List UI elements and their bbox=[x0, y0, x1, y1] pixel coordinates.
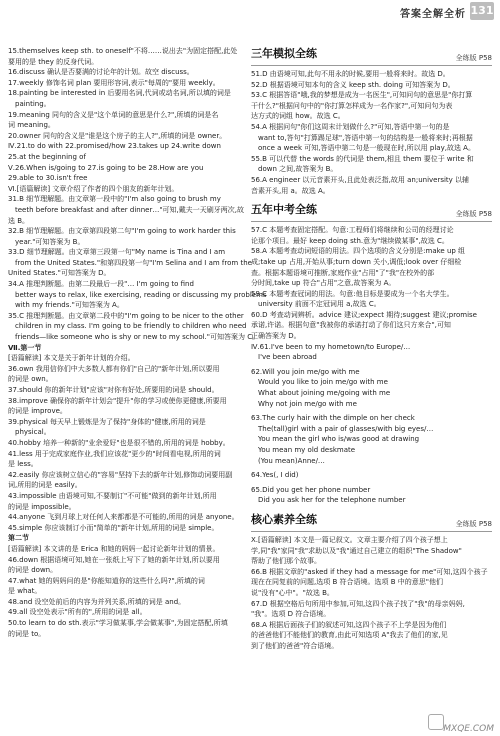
text-line: 25.at the beginning of bbox=[8, 152, 86, 161]
text-line: 到了他们的爸爸"符合语境。 bbox=[251, 641, 339, 650]
text-line: 50.to learn to do sth.表示"学习做某事,学会做某事",为固定搭配,所填 bbox=[8, 619, 228, 628]
text-line: 43.impossible 由语境可知,不要制订"不可能"做到的新年计划,所用 bbox=[8, 491, 217, 500]
text-line: You mean the girl who is/was good at drawing bbox=[258, 435, 420, 444]
text-line: down 之间,故答案为 B。 bbox=[258, 165, 338, 174]
text-line: Did you ask her for the telephone number bbox=[258, 496, 406, 505]
text-line: 正确答案为 D。 bbox=[251, 332, 301, 341]
text-line: university 前面不定冠词用 a,故选 C。 bbox=[258, 300, 381, 309]
text-line: 64.Yes(, I did) bbox=[251, 471, 299, 480]
text-line: 的词是 improve。 bbox=[8, 407, 67, 416]
text-line: 45.simple 你应该制订小而"简单的"新年计划,所用的词是 simple。 bbox=[8, 523, 219, 532]
text-line: 58.A 本题考查动词短语的用法。四个选项的含义分别是:make up 组 bbox=[251, 247, 466, 256]
text-line: 57.C 本题考查固定搭配。句意:工程师们将继续和公司的经理讨论 bbox=[251, 226, 454, 235]
text-line: 的词是 to。 bbox=[8, 629, 46, 638]
text-line: 达方式的词组 how。故选 C。 bbox=[251, 112, 345, 121]
text-line: 是 what。 bbox=[8, 587, 42, 596]
text-line: The(tall)girl with a pair of glasses/with big eyes/… bbox=[258, 424, 434, 433]
text-line: once a week 可知,答语中第二句是一般现在时,所以用 play,故选 A。 bbox=[258, 144, 475, 153]
text-line: 59.C 本题考查冠词的用法。句意:他目标是要成为一个名大学生。 bbox=[251, 289, 454, 298]
text-line: 学,同"我"家同"我"求助以及"我"通过自己建立的组织"The Shadow" bbox=[251, 546, 462, 555]
text-line: 38.improve 确保你的新年计划会"提升"你的学习或使你更健康,所要用 bbox=[8, 396, 227, 405]
section-title-1: 三年模拟全练 bbox=[251, 47, 317, 60]
text-line: 42.easily 你应该树立信心的"容易"坚持下去的新年计划,修饰动词要用副 bbox=[8, 470, 233, 479]
text-line: 41.less 用于完成家庭作业,我们应该花"更少的"时间看电视,所用的词 bbox=[8, 449, 221, 458]
text-line: 44.anyone 飞到月球上对任何人来都都是不可能的,所用的词是 anyone。 bbox=[8, 513, 239, 522]
section-page-ref-3: 全练版 P58 bbox=[455, 519, 492, 528]
text-line: 的词是 impossible。 bbox=[8, 502, 76, 511]
text-line: "我"。选项 D 符合语境。 bbox=[251, 610, 331, 619]
text-line: 的词是 own。 bbox=[8, 375, 53, 384]
text-line: 选 B。 bbox=[8, 216, 30, 225]
text-line: 49.all 设空处表示"所有的",所用的词是 all。 bbox=[8, 608, 147, 617]
right-column bbox=[251, 46, 492, 734]
text-line: want to,答句"打算踢足球",答语中第一句的结构是一般将来时;再根据 bbox=[258, 133, 473, 142]
text-line: friends—like someone who is shy or new to my school."可知答案为 C。 bbox=[15, 333, 260, 342]
section-title-2: 五年中考全练 bbox=[251, 203, 317, 217]
section-header-2 bbox=[251, 204, 492, 222]
text-line: 查。根据本题语境可推断,家庭作业"占用"了"我"在校外的部 bbox=[251, 268, 435, 277]
text-line: 现在在同复前的问题,选项 B 符合语境。选项 B 中的意思"他们 bbox=[251, 578, 443, 587]
left-column bbox=[8, 46, 267, 734]
text-line: 词 meaning。 bbox=[8, 121, 55, 130]
text-line: 46.down 根据语境可知,她在一张纸上写下了她的新年计划,所以要用 bbox=[8, 555, 220, 564]
section-page-ref-1: 全练版 P58 bbox=[455, 54, 492, 62]
text-line: from the United States."和第四段第一句"I'm Selina and I am from the bbox=[15, 258, 252, 267]
text-line: 52.D 根据语境可知本句的含义 keep sth. doing 可知答案为 D。 bbox=[251, 80, 455, 89]
text-line: physical。 bbox=[15, 428, 51, 437]
text-line: I've been abroad bbox=[258, 353, 317, 362]
text-line: 55.B 可以代替 the words 的代词是 them,相且 them 要位于 write 和 bbox=[251, 154, 474, 163]
text-line: better ways to relax, like exercising, reading or discussing my problems bbox=[15, 290, 267, 299]
text-line: [语篇解读] 本文讲的是 Erica 和她的妈妈一起讨论新年计划的情景。 bbox=[8, 544, 220, 553]
text-line: 是 less。 bbox=[8, 460, 38, 469]
text-line: United States."可知答案为 D。 bbox=[8, 269, 111, 278]
text-line: 34.A 推理判断题。由第二段最后一段"… I'm going to find bbox=[8, 280, 194, 289]
text-line: children in my class. I'm going to be friendly to children who need bbox=[15, 322, 247, 331]
text-line: Would you like to join me/go with me bbox=[258, 378, 388, 387]
text-line: 39.physical 每天早上锻炼是为了保持"身体的"健康,所用的词是 bbox=[8, 417, 206, 426]
text-line: 63.The curly hair with the dimple on her check bbox=[251, 414, 415, 423]
text-line: 音素开头,用 a。故选 A。 bbox=[251, 186, 330, 195]
text-line: 33.D 细节理解题。由文章第三段第一句"My name is Tina and I am bbox=[8, 248, 226, 257]
text-line: 15.themselves keep sth. to oneself"不将……说出去"为固定搭配,此处 bbox=[8, 47, 238, 55]
section-header-3 bbox=[251, 514, 492, 532]
text-line: 分时间,take up 符合"占用"之意,故答案为 A。 bbox=[251, 279, 396, 288]
text-line: 62.Will you join me/go with me bbox=[251, 367, 360, 376]
text-line: Ⅳ.21.to do with 22.promised/how 23.takes up 24.write down bbox=[8, 142, 221, 151]
text-line: 32.B 细节理解题。由文章第四段第二句"I'm going to work harder this bbox=[8, 227, 236, 236]
watermark-text: MXQE.COM bbox=[443, 724, 494, 734]
section-1-body bbox=[251, 69, 492, 196]
page-header bbox=[0, 0, 500, 22]
section-page-ref-2: 全练版 P58 bbox=[455, 210, 492, 219]
text-line: 68.A 根据后面孩子们的叙述可知,这四个孩子不上学是因为他们 bbox=[251, 620, 447, 629]
text-line: 17.weekly 修饰名词 plan 要用形容词,表示"每周的"要用 weekly。 bbox=[8, 78, 220, 87]
text-line: 65.Did you get her phone number bbox=[251, 485, 371, 494]
text-line: 说"没有"心中"。"故选 B。 bbox=[251, 588, 334, 597]
text-line: 论那个项目。最好 keep doing sth.意为"继续做某事",故选 C。 bbox=[251, 236, 449, 245]
text-line: 48.and 设空处前后的内容为并列关系,所填的词是 and。 bbox=[8, 597, 186, 606]
text-line: 47.what 她的妈妈问的是"你能知道你的这些什么吗?",所填的词 bbox=[8, 576, 205, 585]
text-line: 19.meaning 同句的含义是"这个单词的意思是什么?",所填的词是名 bbox=[8, 110, 219, 119]
text-line: 干什么?"根据问句中的"你打算怎样成为一名作家?",可知问句为表 bbox=[251, 101, 453, 110]
section-3-body bbox=[251, 535, 492, 652]
text-line: 54.A 根据问句"你们这周末计划做什么?"可知,答语中第一句的是 bbox=[251, 122, 450, 131]
text-line: 51.D 由语境可知,此句不用永的时候,要用一般将来时。故选 D。 bbox=[251, 70, 450, 78]
text-line: 29.able to 30.isn't free bbox=[8, 174, 88, 183]
text-line: What about joining me/going with me bbox=[258, 389, 391, 398]
text-line: 成;take up 占用,开始从事;turn down 关小,调低;look over 仔细检 bbox=[251, 257, 462, 266]
text-line: with my friends."可知答案为 A。 bbox=[15, 301, 124, 310]
text-line: 66.B 根据文章的"asked if they had a message for me"可知,这四个孩子 bbox=[251, 567, 488, 576]
text-line: painting。 bbox=[15, 99, 51, 108]
text-line: (You mean)Anne/… bbox=[258, 456, 325, 465]
text-line: 承诺,许诺。根据句意"我被你的承诺打动了你们这只方来合",可知 bbox=[251, 321, 451, 330]
text-line: 词,所用的词是 easily。 bbox=[8, 481, 82, 490]
text-line: 67.D 根据空格后句所用中参加,可知,这四个孩子找了"我"的母亲妈妈, bbox=[251, 599, 465, 608]
text-line: Ⅶ.第一节 bbox=[8, 343, 42, 352]
text-line: 40.hobby 培养一种新的"业余爱好"也是很不错的,所用的词是 hobby。 bbox=[8, 438, 230, 447]
text-line: teeth before breakfast and after dinner…"可知,戴夫一天刷牙两次,故 bbox=[15, 205, 245, 214]
section-title-3: 核心素养全练 bbox=[251, 512, 317, 526]
text-line: 的词是 down。 bbox=[8, 566, 58, 575]
page-number: 131 bbox=[470, 2, 494, 20]
text-line: Why not join me/go with me bbox=[258, 399, 357, 408]
text-line: [语篇解读] 本文是关于新年计划的介绍。 bbox=[8, 354, 135, 363]
text-line: year."可知答案为 B。 bbox=[15, 237, 85, 246]
section-2-body bbox=[251, 225, 492, 506]
text-line: 56.A engineer 以元音素开头,且此处表泛指,故用 an;university 以辅 bbox=[251, 175, 470, 184]
text-line: 60.D 考查动词辨析。advice 建议;expect 期待;suggest 建议;promise bbox=[251, 310, 477, 319]
text-line: 36.own 我用信你们中大多数人都有你们"自己的"新年计划,所以要用 bbox=[8, 364, 220, 373]
text-line: 第二节 bbox=[8, 534, 29, 543]
text-line: 要用的是 they 的反身代词。 bbox=[8, 57, 99, 66]
text-line: 16.discuss 确认是否要满的讨论年的计划。故空 discuss。 bbox=[8, 68, 194, 77]
text-line: You mean my old deskmate bbox=[258, 446, 356, 454]
text-line: 31.B 细节理解题。由文章第一段中的"I'm also going to brush my bbox=[8, 195, 221, 204]
text-line: 帮助了他们那个故事。 bbox=[251, 557, 321, 566]
text-line: Ⅹ.[语篇解读] 本文是一篇记叙文。文章主要介绍了四个孩子想上 bbox=[251, 535, 448, 544]
text-line: 20.owner 同句的含义是"谁是这个房子的主人?",所填的词是 owner。 bbox=[8, 131, 227, 140]
text-line: Ⅳ.61.I've been to my hometown/to Europe/… bbox=[251, 342, 411, 351]
text-line: 的爸爸他们不能他们的教育,由此可知选项 A"我去了他们的家,见 bbox=[251, 631, 448, 640]
text-line: 18.painting be interested in 后要用名词,代词或动名词,所以填的词是 bbox=[8, 89, 231, 98]
text-line: Ⅵ.[语篇解读] 文章介绍了作者的四个朋友的新年计划。 bbox=[8, 184, 179, 193]
watermark-stamp-icon bbox=[428, 714, 444, 730]
header-title: 答案全解全析 bbox=[400, 9, 466, 20]
text-line: Ⅴ.26.When is/going to 27.is going to be 28.How are you bbox=[8, 163, 204, 172]
text-line: 35.C 推理判断题。由文章第二段中的"I'm going to be nicer to the other bbox=[8, 311, 244, 320]
text-line: 53.C 根据答语"哦,我的梦想是成为一名医生",可知问句的意思是"你打算 bbox=[251, 91, 473, 100]
section-header-1 bbox=[251, 48, 492, 66]
text-line: 37.should 你的新年计划"应该"对你有好处,所要用的词是 should。 bbox=[8, 386, 219, 394]
